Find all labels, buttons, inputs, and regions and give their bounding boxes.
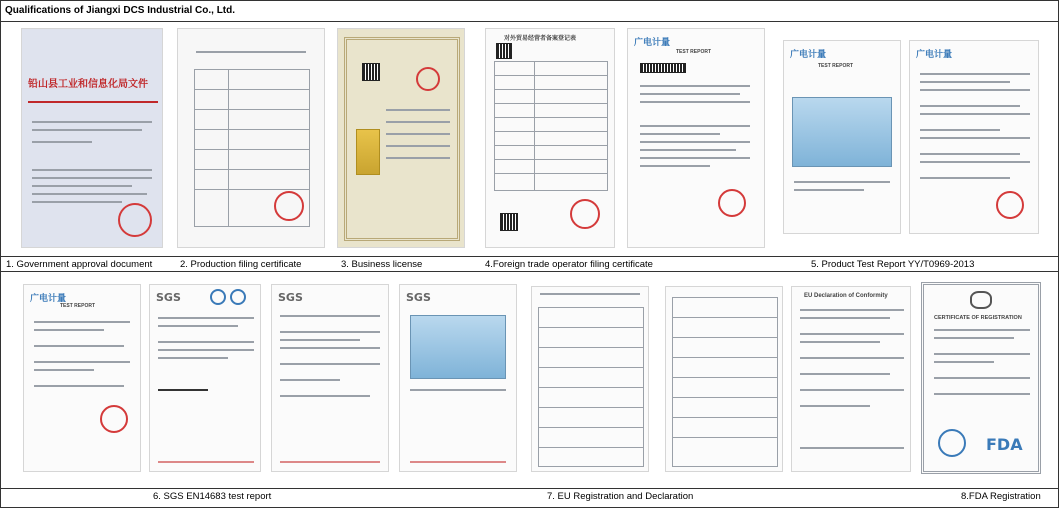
red-seal — [570, 199, 600, 229]
eu-registration-page-1 — [531, 286, 649, 472]
caption-product-test-report: 5. Product Test Report YY/T0969-2013 — [811, 259, 975, 270]
product-test-report-page-1: 广电计量 TEST REPORT — [627, 28, 765, 248]
gov-heading: 铅山县工业和信息化局文件 — [28, 79, 148, 90]
page-title: Qualifications of Jiangxi DCS Industrial Co., Ltd. — [5, 5, 236, 16]
sgs-logo: SGS — [156, 291, 181, 304]
caption-fda-registration: 8.FDA Registration — [961, 491, 1041, 502]
certificate-row-1 — [1, 22, 1058, 272]
fda-certificate-heading: CERTIFICATE OF REGISTRATION — [934, 315, 1022, 321]
test-report-heading: TEST REPORT — [676, 49, 712, 55]
product-test-report-page-2: 广电计量 TEST REPORT — [783, 40, 901, 234]
eagle-emblem — [970, 291, 992, 309]
trade-heading: 对外贸易经营者备案登记表 — [504, 36, 577, 42]
caption-sgs-test-report: 6. SGS EN14683 test report — [153, 491, 272, 502]
sgs-report-page-1 — [149, 284, 261, 472]
fda-certificate-of-registration-image — [921, 282, 1041, 474]
production-filing-certificate-image — [177, 28, 325, 248]
eu-registration-page-2 — [665, 286, 783, 472]
foreign-trade-filing-certificate-image — [485, 28, 615, 248]
eu-declaration-of-conformity-image — [791, 286, 911, 472]
sgs-report-page-3 — [399, 284, 517, 472]
government-approval-document-image — [21, 28, 163, 248]
red-seal — [416, 67, 440, 91]
fda-logo: FDA — [986, 435, 1023, 454]
fda-seal — [938, 429, 966, 457]
test-report-image-a: 广电计量 TEST REPORT — [23, 284, 141, 472]
qr-code — [500, 213, 518, 231]
sgs-logo: SGS — [278, 291, 303, 304]
product-test-report-page-3: 广电计量 — [909, 40, 1039, 234]
eu-declaration-heading: EU Declaration of Conformity — [804, 293, 888, 299]
sgs-report-page-2 — [271, 284, 389, 472]
business-license-image — [337, 28, 465, 248]
red-seal — [274, 191, 304, 221]
red-seal — [118, 203, 152, 237]
caption-foreign-trade: 4.Foreign trade operator filing certificate — [485, 259, 653, 270]
mask-photo — [792, 97, 892, 167]
test-report-heading: TEST REPORT — [818, 63, 854, 69]
caption-government-approval: 1. Government approval document — [6, 259, 153, 270]
sgs-logo: SGS — [406, 291, 431, 304]
certificate-row-2 — [1, 272, 1058, 507]
caption-eu-registration: 7. EU Registration and Declaration — [547, 491, 694, 502]
mask-photo — [410, 315, 506, 379]
qr-code — [362, 63, 380, 81]
caption-production-filing: 2. Production filing certificate — [180, 259, 302, 270]
title-row — [1, 1, 1058, 22]
test-report-heading: TEST REPORT — [60, 303, 96, 309]
caption-business-license: 3. Business license — [341, 259, 423, 270]
qr-code — [496, 43, 512, 59]
